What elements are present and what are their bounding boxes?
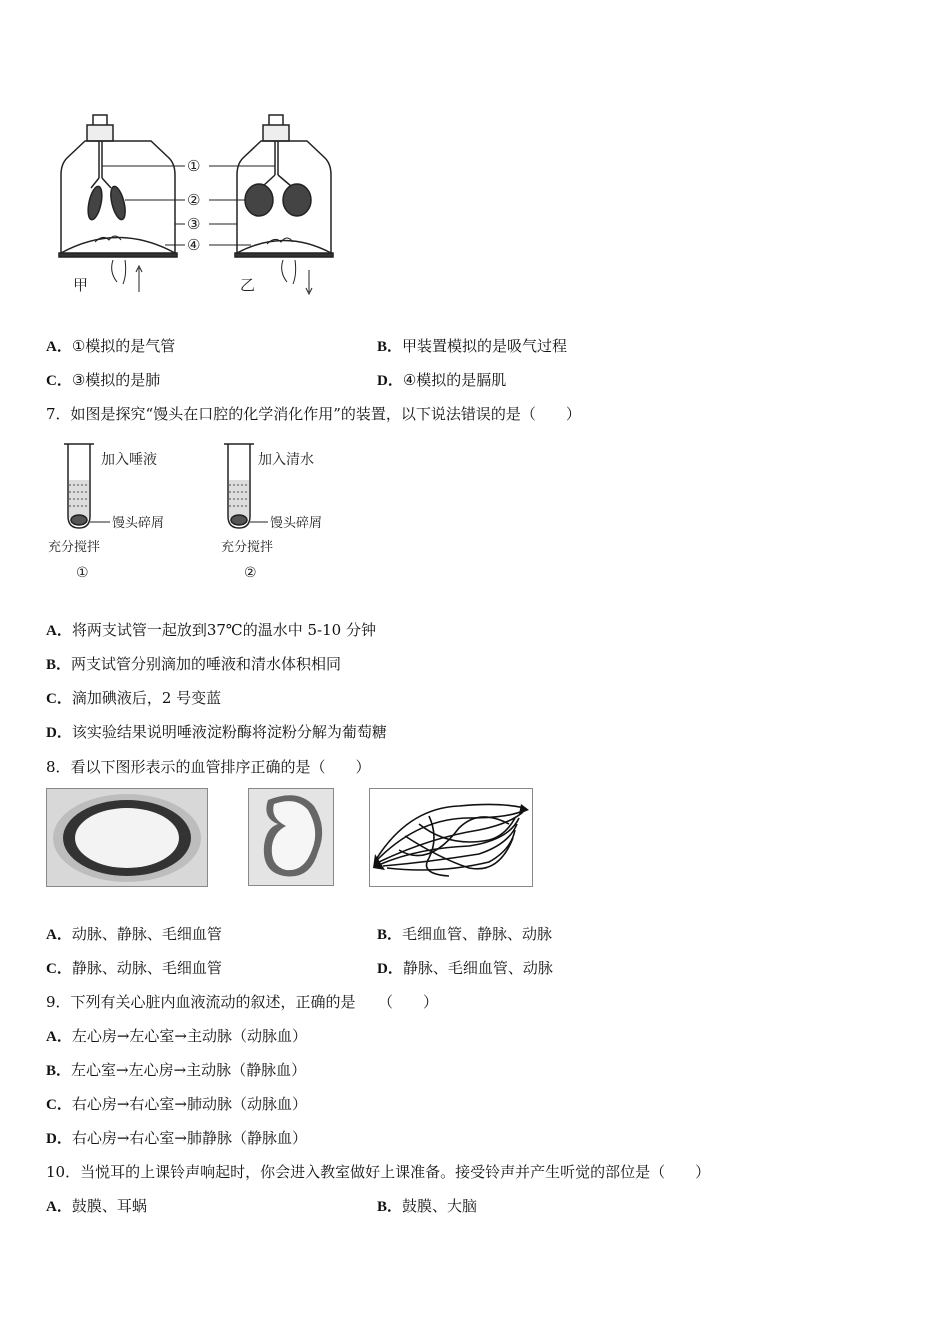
capillary-network-image bbox=[369, 788, 533, 887]
q8-option-d: D．静脉、毛细血管、动脉 bbox=[377, 959, 553, 977]
q8-option-a: A．动脉、静脉、毛细血管 bbox=[46, 925, 222, 943]
q10-stem: 10．当悦耳的上课铃声响起时，你会进入教室做好上课准备。接受铃声并产生听觉的部位是（ ） bbox=[46, 1163, 711, 1181]
q6-option-c: C．③模拟的是肺 bbox=[46, 371, 161, 389]
callout-1: ① bbox=[187, 157, 201, 175]
q9-option-d: D．右心房→右心室→肺静脉（静脉血） bbox=[46, 1129, 307, 1147]
q7-option-b: B．两支试管分别滴加的唾液和清水体积相同 bbox=[46, 655, 342, 673]
tube1-add-label: 加入唾液 bbox=[101, 452, 157, 468]
tube2-add-label: 加入清水 bbox=[258, 452, 314, 468]
q7-option-a: A．将两支试管一起放到37℃的温水中 5-10 分钟 bbox=[46, 621, 376, 639]
vein-cross-section-image bbox=[248, 788, 334, 886]
callout-2: ② bbox=[187, 191, 201, 209]
callout-3: ③ bbox=[187, 215, 201, 233]
q7-stem: 7．如图是探究“馒头在口腔的化学消化作用”的装置，以下说法错误的是（ ） bbox=[46, 405, 581, 423]
tube1-stir-label: 充分搅拌 bbox=[48, 540, 101, 555]
q6-option-d: D．④模拟的是膈肌 bbox=[377, 371, 507, 389]
tube2-stir-label: 充分搅拌 bbox=[221, 540, 274, 555]
label-jia: 甲 bbox=[73, 276, 89, 294]
label-yi: 乙 bbox=[240, 276, 256, 294]
tube1-number: ① bbox=[76, 565, 89, 581]
test-tube-figure bbox=[46, 440, 346, 585]
q8-option-b: B．毛细血管、静脉、动脉 bbox=[377, 925, 553, 943]
q10-option-a: A．鼓膜、耳蜗 bbox=[46, 1197, 147, 1215]
q7-option-c: C．滴加碘液后，2 号变蓝 bbox=[46, 689, 222, 707]
tube2-number: ② bbox=[244, 565, 257, 581]
artery-cross-section-image bbox=[46, 788, 208, 887]
q6-option-a: A．①模拟的是气管 bbox=[46, 337, 176, 355]
q10-option-b: B．鼓膜、大脑 bbox=[377, 1197, 478, 1215]
callout-4: ④ bbox=[187, 236, 201, 254]
q9-option-c: C．右心房→右心室→肺动脉（动脉血） bbox=[46, 1095, 307, 1113]
q9-stem: 9．下列有关心脏内血液流动的叙述，正确的是 （ ） bbox=[46, 993, 439, 1011]
q8-stem: 8．看以下图形表示的血管排序正确的是（ ） bbox=[46, 758, 371, 776]
tube2-crumbs-label: 馒头碎屑 bbox=[270, 516, 323, 531]
q8-option-c: C．静脉、动脉、毛细血管 bbox=[46, 959, 222, 977]
q6-option-b: B．甲装置模拟的是吸气过程 bbox=[377, 337, 568, 355]
q9-option-a: A．左心房→左心室→主动脉（动脉血） bbox=[46, 1027, 307, 1045]
q9-option-b: B．左心室→左心房→主动脉（静脉血） bbox=[46, 1061, 307, 1079]
bell-jar-jia bbox=[59, 115, 177, 292]
q7-option-d: D．该实验结果说明唾液淀粉酶将淀粉分解为葡萄糖 bbox=[46, 723, 387, 741]
bell-jar-model-figure bbox=[55, 110, 355, 305]
tube1-crumbs-label: 馒头碎屑 bbox=[112, 516, 165, 531]
bell-jar-yi bbox=[235, 115, 333, 294]
